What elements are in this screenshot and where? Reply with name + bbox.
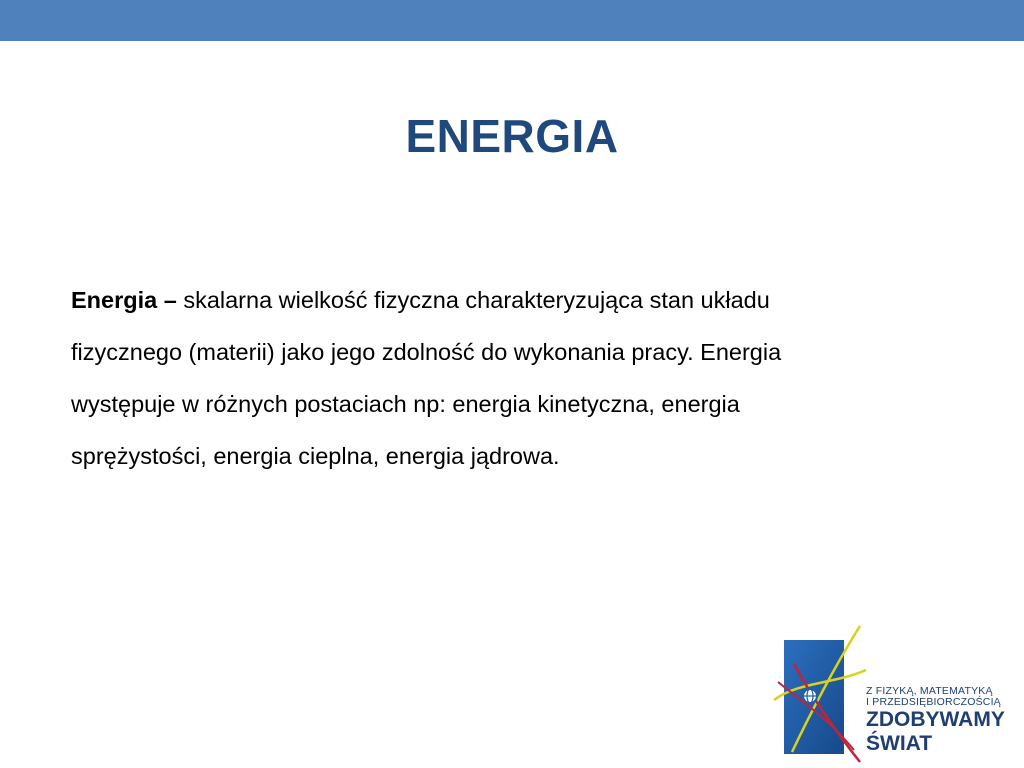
logo-text [866, 686, 1005, 756]
definition-term: Energia – [71, 287, 177, 313]
slide-body-text [71, 274, 971, 482]
project-logo [770, 624, 1024, 768]
body-line-4: sprężystości, energia cieplna, energia jądrowa. [71, 443, 560, 469]
top-accent-bar [0, 0, 1024, 41]
body-line-3: występuje w różnych postaciach np: energia kinetyczna, energia [71, 391, 740, 417]
logo-brand-line-1: ZDOBYWAMY [866, 708, 1005, 731]
body-line-2: fizycznego (materii) jako jego zdolność do wykonania pracy. Energia [71, 339, 782, 365]
logo-tagline-line-1: Z FIZYKĄ, MATEMATYKĄ [866, 685, 993, 697]
definition-text: skalarna wielkość fizyczna charakteryzująca stan układu [176, 287, 770, 313]
logo-tagline-line-2: I PRZEDSIĘBIORCZOŚCIĄ [866, 696, 1001, 708]
body-line-1 [71, 274, 971, 326]
logo-brand-line-2: ŚWIAT [866, 732, 933, 755]
slide-title: ENERGIA [405, 110, 619, 162]
